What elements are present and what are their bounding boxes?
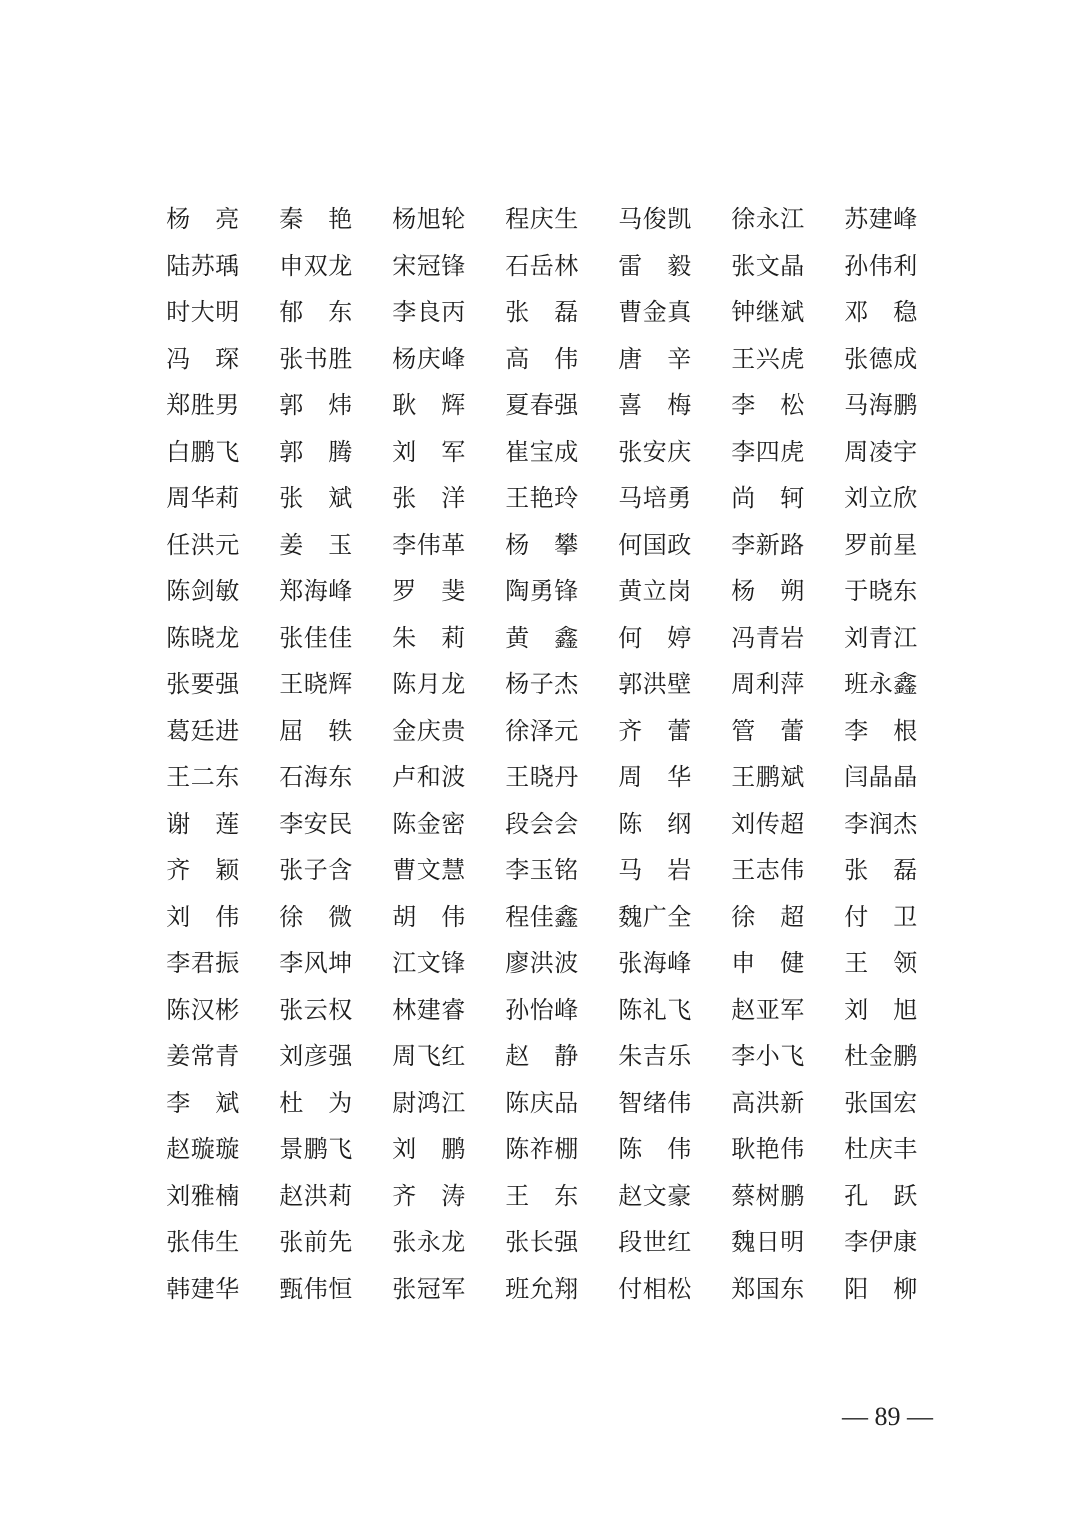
name-entry: 刘立欣 [844, 484, 918, 512]
name-entry: 魏广全 [618, 902, 692, 931]
name-entry: 王 东 [505, 1181, 579, 1210]
name-entry: 郑胜男 [166, 391, 240, 419]
name-entry: 苏建峰 [844, 205, 918, 233]
name-row [166, 987, 926, 1034]
name-row [166, 754, 926, 801]
name-entry: 李 斌 [166, 1088, 240, 1117]
name-entry: 尉鸿江 [392, 1088, 466, 1117]
name-entry: 马 岩 [618, 856, 692, 884]
name-entry: 马俊凯 [618, 205, 692, 233]
name-entry: 郁 东 [279, 298, 353, 326]
name-entry: 陈金密 [392, 809, 466, 838]
name-entry: 李良丙 [392, 298, 466, 326]
name-entry: 任洪元 [166, 530, 240, 559]
name-entry: 杜金鹏 [844, 1042, 918, 1070]
name-row [166, 243, 926, 290]
name-entry: 张前先 [279, 1228, 353, 1256]
name-row [166, 289, 926, 336]
name-entry: 冯青岩 [731, 623, 805, 652]
name-entry: 刘 伟 [166, 902, 240, 931]
name-entry: 罗前星 [844, 530, 918, 559]
name-entry: 陈剑敏 [166, 577, 240, 605]
name-row [166, 894, 926, 941]
name-row [166, 1033, 926, 1080]
name-entry: 陈晓龙 [166, 623, 240, 652]
name-entry: 赵洪莉 [279, 1181, 353, 1210]
name-entry: 付相松 [618, 1274, 692, 1303]
name-entry: 崔宝成 [505, 437, 579, 466]
name-entry: 刘 军 [392, 437, 466, 466]
name-entry: 陈庆品 [505, 1088, 579, 1117]
name-entry: 刘雅楠 [166, 1181, 240, 1210]
name-entry: 张德成 [844, 344, 918, 373]
name-entry: 郭 腾 [279, 437, 353, 466]
name-row [166, 1219, 926, 1266]
name-entry: 孔 跃 [844, 1181, 918, 1210]
name-entry: 张文晶 [731, 251, 805, 280]
name-entry: 廖洪波 [505, 949, 579, 977]
name-entry: 张伟生 [166, 1228, 240, 1256]
name-entry: 杨子杰 [505, 670, 579, 698]
name-entry: 谢 莲 [166, 809, 240, 838]
name-entry: 林建睿 [392, 995, 466, 1024]
name-entry: 张长强 [505, 1228, 579, 1256]
name-entry: 张要强 [166, 670, 240, 698]
name-row [166, 382, 926, 429]
name-entry: 韩建华 [166, 1274, 240, 1303]
name-entry: 齐 涛 [392, 1181, 466, 1210]
name-entry: 朱 莉 [392, 623, 466, 652]
name-row [166, 429, 926, 476]
name-entry: 刘传超 [731, 809, 805, 838]
name-entry: 张国宏 [844, 1088, 918, 1117]
name-entry: 魏日明 [731, 1228, 805, 1256]
name-entry: 李玉铭 [505, 856, 579, 884]
name-entry: 李小飞 [731, 1042, 805, 1070]
name-entry: 马海鹏 [844, 391, 918, 419]
name-entry: 朱吉乐 [618, 1042, 692, 1070]
name-entry: 闫晶晶 [844, 763, 918, 791]
name-entry: 张海峰 [618, 949, 692, 977]
name-entry: 李伊康 [844, 1228, 918, 1256]
name-entry: 徐 微 [279, 902, 353, 931]
name-entry: 陈礼飞 [618, 995, 692, 1024]
name-row [166, 568, 926, 615]
name-entry: 赵文豪 [618, 1181, 692, 1210]
name-entry: 甄伟恒 [279, 1274, 353, 1303]
name-entry: 张 磊 [844, 856, 918, 884]
name-entry: 胡 伟 [392, 902, 466, 931]
name-entry: 于晓东 [844, 577, 918, 605]
name-entry: 石海东 [279, 763, 353, 791]
name-entry: 陈汉彬 [166, 995, 240, 1024]
name-entry: 周 华 [618, 763, 692, 791]
name-entry: 黄 鑫 [505, 623, 579, 652]
name-entry: 何 婷 [618, 623, 692, 652]
name-row [166, 1126, 926, 1173]
name-entry: 江文锋 [392, 949, 466, 977]
name-entry: 尚 轲 [731, 484, 805, 512]
name-entry: 钟继斌 [731, 298, 805, 326]
name-entry: 智绪伟 [618, 1088, 692, 1117]
name-entry: 赵 静 [505, 1042, 579, 1070]
name-entry: 张冠军 [392, 1274, 466, 1303]
name-entry: 马培勇 [618, 484, 692, 512]
name-entry: 李安民 [279, 809, 353, 838]
name-entry: 徐 超 [731, 902, 805, 931]
name-entry: 李风坤 [279, 949, 353, 977]
name-entry: 陈 伟 [618, 1135, 692, 1163]
name-entry: 白鹏飞 [166, 437, 240, 466]
name-entry: 刘 旭 [844, 995, 918, 1024]
name-entry: 齐 颖 [166, 856, 240, 884]
name-entry: 杨 亮 [166, 205, 240, 233]
name-entry: 王鹏斌 [731, 763, 805, 791]
name-entry: 杨旭轮 [392, 205, 466, 233]
name-entry: 王二东 [166, 763, 240, 791]
name-entry: 王志伟 [731, 856, 805, 884]
name-entry: 喜 梅 [618, 391, 692, 419]
name-entry: 阳 柳 [844, 1274, 918, 1303]
name-entry: 邓 稳 [844, 298, 918, 326]
name-entry: 张书胜 [279, 344, 353, 373]
name-entry: 段会会 [505, 809, 579, 838]
name-entry: 段世红 [618, 1228, 692, 1256]
name-entry: 石岳林 [505, 251, 579, 280]
name-entry: 李润杰 [844, 809, 918, 838]
name-entry: 陈祚棚 [505, 1135, 579, 1163]
name-entry: 时大明 [166, 298, 240, 326]
name-entry: 屈 轶 [279, 716, 353, 745]
name-entry: 杜 为 [279, 1088, 353, 1117]
name-entry: 张永龙 [392, 1228, 466, 1256]
name-entry: 卢和波 [392, 763, 466, 791]
name-entry: 金庆贵 [392, 716, 466, 745]
name-entry: 蔡树鹏 [731, 1181, 805, 1210]
name-entry: 刘彦强 [279, 1042, 353, 1070]
name-entry: 王 领 [844, 949, 918, 977]
name-entry: 王艳玲 [505, 484, 579, 512]
name-entry: 张 斌 [279, 484, 353, 512]
name-entry: 徐泽元 [505, 716, 579, 745]
name-row [166, 801, 926, 848]
name-entry: 李新路 [731, 530, 805, 559]
name-row [166, 1173, 926, 1220]
name-entry: 宋冠锋 [392, 251, 466, 280]
name-entry: 张佳佳 [279, 623, 353, 652]
name-entry: 管 蕾 [731, 716, 805, 745]
name-entry: 周华莉 [166, 484, 240, 512]
name-entry: 周飞红 [392, 1042, 466, 1070]
name-entry: 姜 玉 [279, 530, 353, 559]
name-entry: 曹金真 [618, 298, 692, 326]
name-entry: 申 健 [731, 949, 805, 977]
name-entry: 张子含 [279, 856, 353, 884]
name-entry: 齐 蕾 [618, 716, 692, 745]
name-entry: 黄立岗 [618, 577, 692, 605]
name-entry: 张安庆 [618, 437, 692, 466]
name-entry: 张云权 [279, 995, 353, 1024]
name-entry: 赵璇璇 [166, 1135, 240, 1163]
name-row [166, 1266, 926, 1313]
name-row [166, 522, 926, 569]
name-entry: 陈 纲 [618, 809, 692, 838]
name-entry: 刘 鹏 [392, 1135, 466, 1163]
name-entry: 唐 辛 [618, 344, 692, 373]
name-entry: 陶勇锋 [505, 577, 579, 605]
name-entry: 徐永江 [731, 205, 805, 233]
name-row [166, 196, 926, 243]
name-entry: 李四虎 [731, 437, 805, 466]
name-entry: 周利萍 [731, 670, 805, 698]
name-entry: 杜庆丰 [844, 1135, 918, 1163]
name-row [166, 336, 926, 383]
name-entry: 张 磊 [505, 298, 579, 326]
name-entry: 曹文慧 [392, 856, 466, 884]
name-row [166, 847, 926, 894]
name-entry: 耿 辉 [392, 391, 466, 419]
name-entry: 杨庆峰 [392, 344, 466, 373]
name-row [166, 475, 926, 522]
name-entry: 杨 朔 [731, 577, 805, 605]
name-entry: 王晓丹 [505, 763, 579, 791]
name-entry: 夏春强 [505, 391, 579, 419]
name-entry: 葛廷进 [166, 716, 240, 745]
name-entry: 赵亚军 [731, 995, 805, 1024]
name-entry: 景鹏飞 [279, 1135, 353, 1163]
name-entry: 班允翔 [505, 1274, 579, 1303]
name-entry: 何国政 [618, 530, 692, 559]
name-entry: 姜常青 [166, 1042, 240, 1070]
name-entry: 张 洋 [392, 484, 466, 512]
name-entry: 申双龙 [279, 251, 353, 280]
name-entry: 李伟革 [392, 530, 466, 559]
name-entry: 程庆生 [505, 205, 579, 233]
name-row [166, 1080, 926, 1127]
name-entry: 郑国东 [731, 1274, 805, 1303]
name-entry: 王晓辉 [279, 670, 353, 698]
name-entry: 李 根 [844, 716, 918, 745]
name-entry: 郭洪壁 [618, 670, 692, 698]
name-entry: 李君振 [166, 949, 240, 977]
name-entry: 高 伟 [505, 344, 579, 373]
name-entry: 罗 斐 [392, 577, 466, 605]
name-list-grid [166, 196, 926, 1312]
name-entry: 孙伟利 [844, 251, 918, 280]
name-entry: 王兴虎 [731, 344, 805, 373]
name-entry: 陈月龙 [392, 670, 466, 698]
name-entry: 李 松 [731, 391, 805, 419]
name-entry: 班永鑫 [844, 670, 918, 698]
name-entry: 陆苏瑀 [166, 251, 240, 280]
name-row [166, 661, 926, 708]
name-entry: 郭 炜 [279, 391, 353, 419]
name-entry: 周凌宇 [844, 437, 918, 466]
name-entry: 程佳鑫 [505, 902, 579, 931]
name-entry: 杨 攀 [505, 530, 579, 559]
name-entry: 秦 艳 [279, 205, 353, 233]
name-entry: 郑海峰 [279, 577, 353, 605]
name-entry: 耿艳伟 [731, 1135, 805, 1163]
name-row [166, 708, 926, 755]
name-row [166, 615, 926, 662]
name-entry: 冯 琛 [166, 344, 240, 373]
name-entry: 高洪新 [731, 1088, 805, 1117]
name-entry: 刘青江 [844, 623, 918, 652]
page-number: — 89 — [842, 1402, 933, 1431]
name-entry: 孙怡峰 [505, 995, 579, 1024]
name-entry: 雷 毅 [618, 251, 692, 280]
name-entry: 付 卫 [844, 902, 918, 931]
name-row [166, 940, 926, 987]
